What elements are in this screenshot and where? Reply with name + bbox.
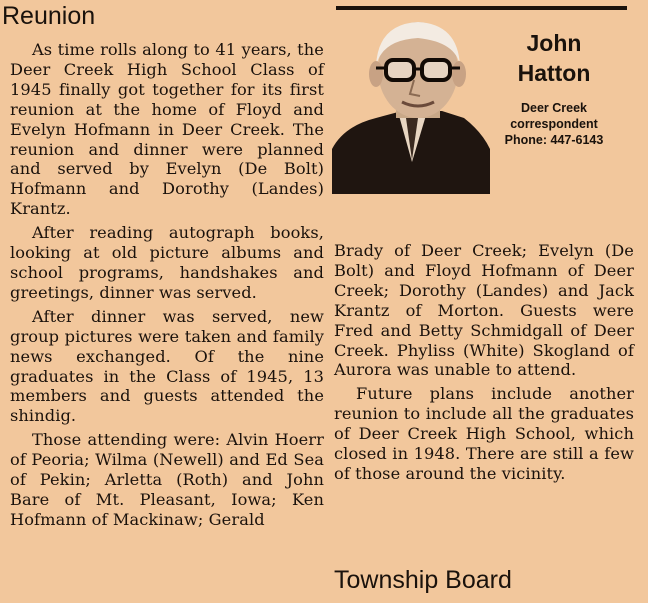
paragraph: Future plans include another reunion to include all the graduates of Deer Creek High School, which closed in 1948. There are still a few of those around the vicinity. (334, 384, 634, 483)
paragraph: Brady of Deer Creek; Evelyn (De Bolt) and Floyd Hofmann of Deer Creek; Dorothy (Landes) and Jack Krantz of Morton. Guests were Fred and Betty Schmidgall of Deer Creek. Phyliss (White) Skogland of Aurora was unable to attend. (334, 241, 634, 380)
correspondent-role: correspondent (510, 117, 598, 131)
correspondent-last-name: Hatton (517, 60, 591, 86)
article-column-1 (10, 40, 324, 534)
correspondent-phone: Phone: 447-6143 (504, 133, 604, 147)
correspondent-location: Deer Creek (520, 101, 587, 115)
byline-rule (336, 6, 627, 10)
paragraph: Those attending were: Alvin Hoerr of Peoria; Wilma (Newell) and Ed Sea of Pekin; Arletta (Roth) and John Bare of Mt. Pleasant, Iowa; Ken Hofmann of Mackinaw; Gerald (10, 430, 324, 529)
paragraph: After dinner was served, new group pictures were taken and family news exchanged. Of the nine graduates in the Class of 1945, 13 members and guests attended the shindig. (10, 306, 324, 426)
paragraph: As time rolls along to 41 years, the Deer Creek High School Class of 1945 finally got together for its first reunion at the home of Floyd and Evelyn Hofmann in Deer Creek. The reunion and dinner were planned and served by Evelyn (De Bolt) Hofmann and Dorothy (Landes) Krantz. (10, 40, 324, 219)
byline-box (484, 28, 624, 148)
article-column-2 (334, 241, 634, 488)
correspondent-first-name: John (526, 30, 582, 56)
article-headline: Reunion (2, 2, 96, 30)
next-article-headline: Township Board (334, 566, 512, 594)
paragraph: After reading autograph books, looking at old picture albums and school programs, handshakes and greetings, dinner was served. (10, 223, 324, 302)
correspondent-photo (332, 14, 490, 194)
